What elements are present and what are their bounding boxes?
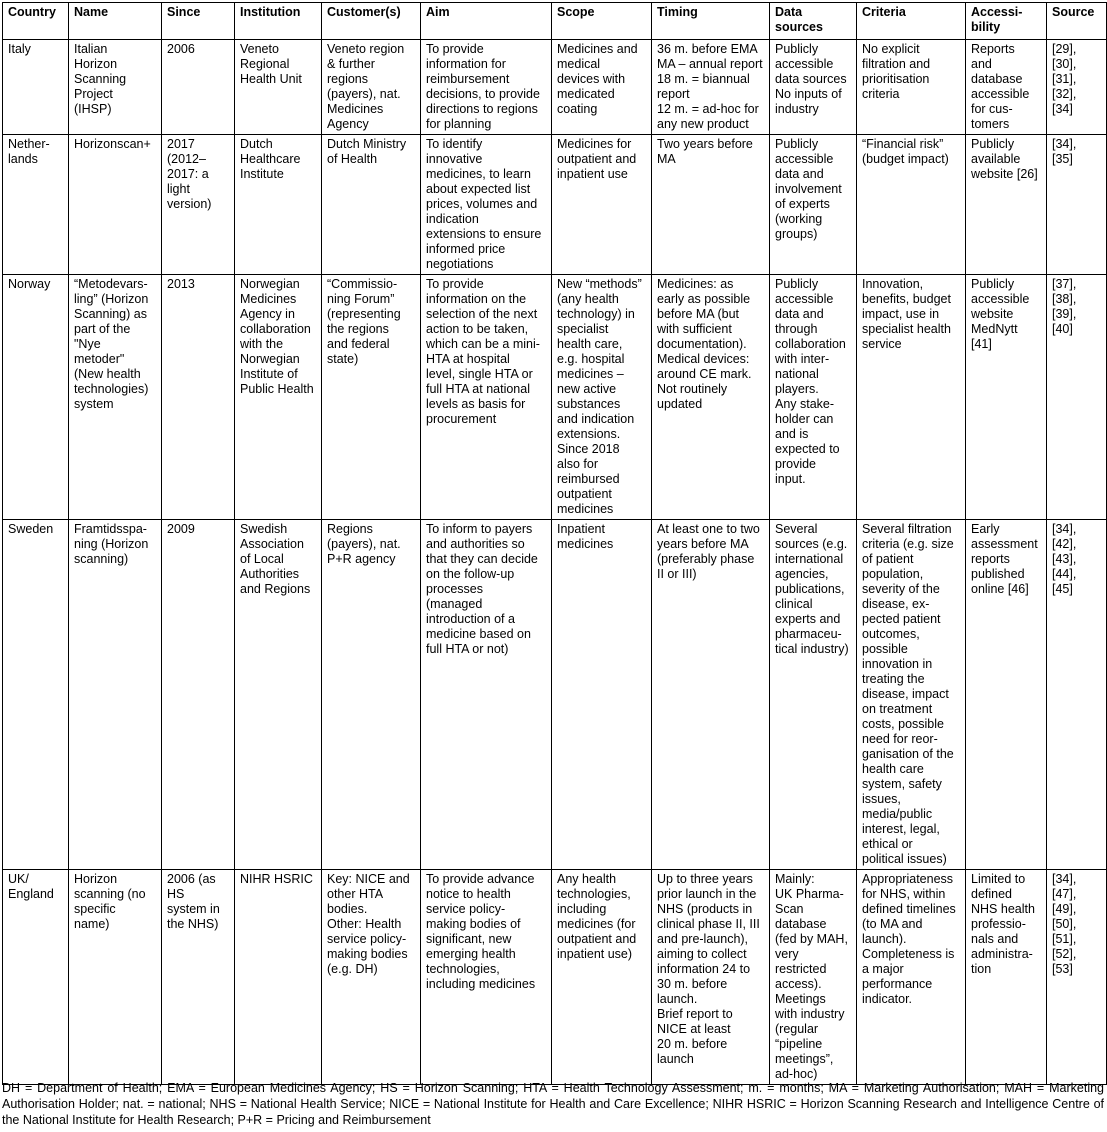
cell-since: 2009: [162, 520, 235, 870]
cell-customers: Regions (payers), nat. P+R agency: [322, 520, 421, 870]
table-row: [3, 275, 1107, 520]
cell-name: “Metodevars- ling” (Horizon Scanning) as part of the "Nye metoder" (New health technologies) system: [69, 275, 162, 520]
cell-country: Sweden: [3, 520, 69, 870]
cell-accessibility: Early assessment reports published online [46]: [966, 520, 1047, 870]
cell-data-sources: Publicly accessible data sources No inputs of industry: [770, 40, 857, 135]
cell-customers: Veneto region & further regions (payers), nat. Medicines Agency: [322, 40, 421, 135]
cell-data-sources: Publicly accessible data and involvement of experts (working groups): [770, 135, 857, 275]
cell-source: [37], [38], [39], [40]: [1047, 275, 1107, 520]
cell-institution: Veneto Regional Health Unit: [235, 40, 322, 135]
abbreviations-footnote: DH = Department of Health; EMA = European Medicines Agency; HS = Horizon Scanning; HTA = Health Technology Assessment; m. = months; MA = Marketing Authorisation; MAH = Marketing Authorisation Holder; nat. = national; NHS = National Health Service; NICE = National Institute for Health and Care Excellence; NIHR HSRIC = Horizon Scanning Research and Intelligence Centre of the National Institute for Health Research; P+R = Pricing and Reimbursement: [2, 1081, 1104, 1127]
cell-customers: Dutch Ministry of Health: [322, 135, 421, 275]
cell-timing: At least one to two years before MA (preferably phase II or III): [652, 520, 770, 870]
table-row: [3, 520, 1107, 870]
header-timing: Timing: [652, 3, 770, 40]
cell-timing: Medicines: as early as possible before MA (but with sufficient documentation). Medical devices: around CE mark. Not routinely updated: [652, 275, 770, 520]
table-row: [3, 40, 1107, 135]
table-header-row: [3, 3, 1107, 40]
header-scope: Scope: [552, 3, 652, 40]
cell-accessibility: Publicly available website [26]: [966, 135, 1047, 275]
cell-accessibility: Limited to defined NHS health professio- nals and administra- tion: [966, 870, 1047, 1085]
cell-since: 2013: [162, 275, 235, 520]
cell-timing: Two years before MA: [652, 135, 770, 275]
header-criteria: Criteria: [857, 3, 966, 40]
cell-country: UK/ England: [3, 870, 69, 1085]
horizon-scanning-table: [2, 2, 1107, 1085]
cell-since: 2006 (as HS system in the NHS): [162, 870, 235, 1085]
cell-aim: To inform to payers and authorities so that they can decide on the follow-up processes (managed introduction of a medicine based on full HTA or not): [421, 520, 552, 870]
header-country: Country: [3, 3, 69, 40]
cell-criteria: No explicit filtration and prioritisation criteria: [857, 40, 966, 135]
cell-scope: Inpatient medicines: [552, 520, 652, 870]
cell-data-sources: Mainly: UK Pharma- Scan database (fed by MAH, very restricted access). Meetings with industry (regular “pipeline meetings”, ad-hoc): [770, 870, 857, 1085]
cell-criteria: Appropriateness for NHS, within defined timelines (to MA and launch). Completeness is a major performance indicator.: [857, 870, 966, 1085]
header-since: Since: [162, 3, 235, 40]
cell-since: 2006: [162, 40, 235, 135]
cell-criteria: Several filtration criteria (e.g. size of patient population, severity of the disease, ex- pected patient outcomes, possible innovation in treating the disease, impact on treatment costs, possible need for reor- ganisation of the health care system, safety issues, media/public interest, legal, ethical or political issues): [857, 520, 966, 870]
cell-accessibility: Reports and database accessible for cus- tomers: [966, 40, 1047, 135]
cell-institution: Dutch Healthcare Institute: [235, 135, 322, 275]
header-accessibility: Accessi- bility: [966, 3, 1047, 40]
header-name: Name: [69, 3, 162, 40]
table-row: [3, 870, 1107, 1085]
cell-aim: To provide information on the selection of the next action to be taken, which can be a mini- HTA at hospital level, single HTA or full HTA at national levels as basis for procurement: [421, 275, 552, 520]
cell-source: [29], [30], [31], [32], [34]: [1047, 40, 1107, 135]
cell-name: Horizonscan+: [69, 135, 162, 275]
cell-scope: Any health technologies, including medicines (for outpatient and inpatient use): [552, 870, 652, 1085]
cell-aim: To provide information for reimbursement decisions, to provide directions to regions for planning: [421, 40, 552, 135]
cell-data-sources: Several sources (e.g. international agencies, publications, clinical experts and pharmaceu- tical industry): [770, 520, 857, 870]
cell-scope: New “methods” (any health technology) in specialist health care, e.g. hospital medicines – new active substances and indication extensions. Since 2018 also for reimbursed outpatient medicines: [552, 275, 652, 520]
cell-criteria: “Financial risk” (budget impact): [857, 135, 966, 275]
header-institution: Institution: [235, 3, 322, 40]
cell-timing: 36 m. before EMA MA – annual report 18 m. = biannual report 12 m. = ad-hoc for any new product: [652, 40, 770, 135]
cell-name: Italian Horizon Scanning Project (IHSP): [69, 40, 162, 135]
table-row: [3, 135, 1107, 275]
cell-institution: Swedish Association of Local Authorities and Regions: [235, 520, 322, 870]
cell-source: [34], [35]: [1047, 135, 1107, 275]
cell-source: [34], [47], [49], [50], [51], [52], [53]: [1047, 870, 1107, 1085]
cell-customers: “Commissio- ning Forum” (representing the regions and federal state): [322, 275, 421, 520]
header-source: Source: [1047, 3, 1107, 40]
cell-aim: To identify innovative medicines, to learn about expected list prices, volumes and indication extensions to ensure informed price negotiations: [421, 135, 552, 275]
cell-scope: Medicines and medical devices with medicated coating: [552, 40, 652, 135]
cell-criteria: Innovation, benefits, budget impact, use in specialist health service: [857, 275, 966, 520]
cell-customers: Key: NICE and other HTA bodies. Other: Health service policy- making bodies (e.g. DH): [322, 870, 421, 1085]
header-data-sources: Data sources: [770, 3, 857, 40]
cell-accessibility: Publicly accessible website MedNytt [41]: [966, 275, 1047, 520]
cell-institution: NIHR HSRIC: [235, 870, 322, 1085]
cell-aim: To provide advance notice to health service policy- making bodies of significant, new emerging health technologies, including medicines: [421, 870, 552, 1085]
cell-institution: Norwegian Medicines Agency in collaboration with the Norwegian Institute of Public Health: [235, 275, 322, 520]
cell-source: [34], [42], [43], [44], [45]: [1047, 520, 1107, 870]
cell-country: Nether- lands: [3, 135, 69, 275]
cell-timing: Up to three years prior launch in the NHS (products in clinical phase II, III and pre-launch), aiming to collect information 24 to 30 m. before launch. Brief report to NICE at least 20 m. before launch: [652, 870, 770, 1085]
cell-country: Italy: [3, 40, 69, 135]
cell-country: Norway: [3, 275, 69, 520]
cell-data-sources: Publicly accessible data and through collaboration with inter- national players. Any stake- holder can and is expected to provide input.: [770, 275, 857, 520]
cell-since: 2017 (2012– 2017: a light version): [162, 135, 235, 275]
cell-name: Framtidsspa- ning (Horizon scanning): [69, 520, 162, 870]
header-customers: Customer(s): [322, 3, 421, 40]
header-aim: Aim: [421, 3, 552, 40]
cell-name: Horizon scanning (no specific name): [69, 870, 162, 1085]
cell-scope: Medicines for outpatient and inpatient use: [552, 135, 652, 275]
